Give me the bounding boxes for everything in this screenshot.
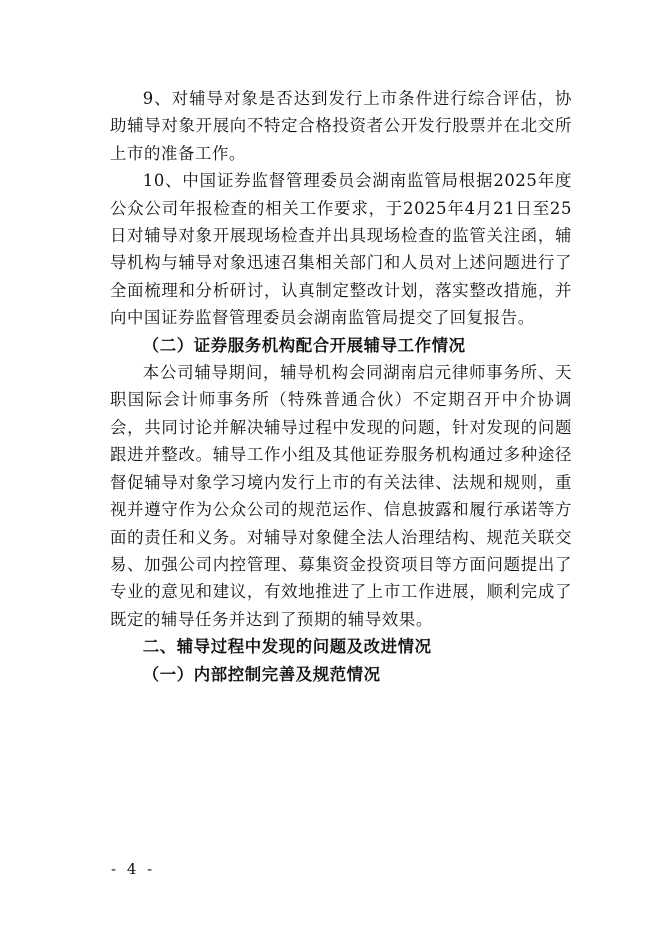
paragraph-item-9: 9、对辅导对象是否达到发行上市条件进行综合评估，协助辅导对象开展向不特定合格投资者公开发行股票并在北交所上市的准备工作。: [110, 89, 572, 163]
paragraph-securities-services: 本公司辅导期间，辅导机构会同湖南启元律师事务所、天职国际会计师事务所（特殊普通合伙）不定期召开中介协调会，共同讨论并解决辅导过程中发现的问题，针对发现的问题跟进并整改。辅导工作小组及其他证券服务机构通过多种途径督促辅导对象学习境内发行上市的有关法律、法规和规则，重视并遵守作为公众公司的规范运作、信息披露和履行承诺等方面的责任和义务。对辅导对象健全法人治理结构、规范关联交易、加强公司内控管理、募集资金投资项目等方面问题提出了专业的意见和建议，有效地推进了上市工作进展，顺利完成了既定的辅导任务并达到了预期的辅导效果。: [110, 363, 572, 629]
subsection-heading-securities-services: （二）证券服务机构配合开展辅导工作情况: [142, 335, 466, 355]
paragraph-item-10: 10、中国证券监督管理委员会湖南监管局根据2025年度公众公司年报检查的相关工作要求，于2025年4月21日至25日对辅导对象开展现场检查并出具现场检查的监管关注函，辅导机构与辅导对象迅速召集相关部门和人员对上述问题进行了全面梳理和分析研讨，认真制定整改计划，落实整改措施，并向中国证券监督管理委员会湖南监管局提交了回复报告。: [110, 171, 572, 328]
document-body: [110, 85, 572, 688]
subsection-heading-internal-control: （一）内部控制完善及规范情况: [142, 664, 381, 684]
section-heading-problems: 二、辅导过程中发现的问题及改进情况: [142, 637, 432, 657]
page-number: - 4 -: [111, 860, 156, 878]
